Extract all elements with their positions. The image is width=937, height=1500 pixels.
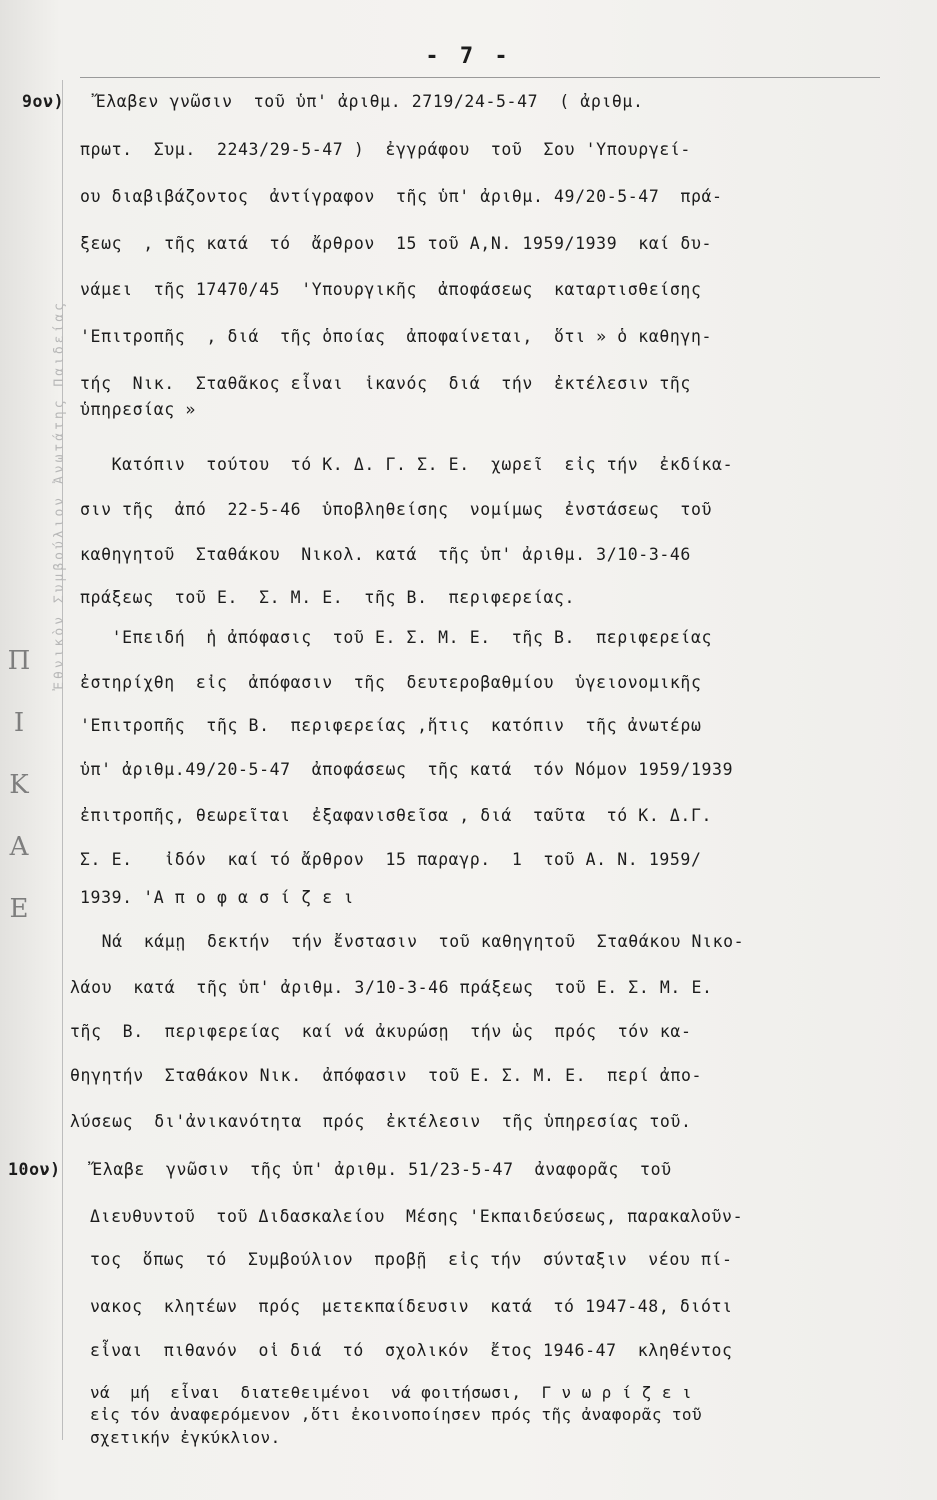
text-line: [80, 673, 702, 693]
line-text: καθηγητοῦ Σταθάκου Νικολ. κατά τῆς ὑπ' ἀριθμ. 3/10-3-46: [80, 545, 691, 564]
line-text: Διευθυντοῦ τοῦ Διδασκαλείου Μέσης 'Εκπαιδεύσεως, παρακαλοῦν-: [90, 1207, 744, 1226]
line-text: ου διαβιβάζοντος ἀντίγραφον τῆς ὑπ' ἀριθμ. 49/20-5-47 πρά-: [80, 187, 723, 206]
text-line: [80, 500, 712, 520]
text-line: [70, 978, 713, 998]
text-line: [8, 1160, 672, 1180]
text-line: [80, 888, 354, 908]
line-text: εἰς τόν ἀναφερόμενον ,ὅτι ἐκοινοποίησεν πρός τῆς ἀναφορᾶς τοῦ: [90, 1405, 703, 1424]
line-text: Κατόπιν τούτου τό Κ. Δ. Γ. Σ. Ε. χωρεῖ εἰς τήν ἐκδίκα-: [80, 455, 734, 474]
line-text: εἶναι πιθανόν οἱ διά τό σχολικόν ἔτος 1946-47 κληθέντος: [90, 1341, 733, 1360]
text-line: [90, 1383, 692, 1403]
line-text: σχετικήν ἐγκύκλιον.: [90, 1428, 281, 1447]
text-line: [80, 140, 691, 160]
line-text: λύσεως δι'ἀνικανότητα πρός ἐκτέλεσιν τῆς ὑπηρεσίας τοῦ.: [70, 1112, 692, 1131]
text-line: [80, 187, 723, 207]
text-line: [70, 1112, 692, 1132]
text-line: [80, 400, 196, 420]
line-text: πρωτ. Συμ. 2243/29-5-47 ) ἐγγράφου τοῦ Σου 'Υπουργεί-: [80, 140, 691, 159]
text-line: [90, 1341, 733, 1361]
text-line: [70, 1066, 702, 1086]
line-text: ἐστηρίχθη εἰς ἀπόφασιν τῆς δευτεροβαθμίου ὑγειονομικῆς: [80, 673, 702, 692]
line-text: λάου κατά τῆς ὑπ' ἀριθμ. 3/10-3-46 πράξεως τοῦ Ε. Σ. Μ. Ε.: [70, 978, 713, 997]
line-text: 'Επιτροπῆς τῆς Β. περιφερείας ,ἥτις κατόπιν τῆς ἀνωτέρω: [80, 716, 702, 735]
line-text: Ἔλαβε γνῶσιν τῆς ὑπ' ἀριθμ. 51/23-5-47 ἀναφορᾶς τοῦ: [60, 1160, 672, 1179]
line-text: νά μή εἶναι διατεθειμένοι νά φοιτήσωσι, Γ ν ω ρ ί ζ ε ι: [90, 1383, 692, 1402]
side-letter: Π: [7, 646, 31, 676]
line-text: σιν τῆς ἀπό 22-5-46 ὑποβληθείσης νομίμως ἐνστάσεως τοῦ: [80, 500, 713, 519]
text-line: [22, 92, 644, 112]
side-letter: Κ: [9, 770, 29, 800]
item-number: 10ον): [8, 1160, 61, 1179]
side-letter: Ε: [9, 894, 29, 924]
header-rule: [80, 77, 880, 78]
text-line: [80, 760, 733, 780]
text-line: [80, 280, 702, 300]
text-line: [80, 850, 702, 870]
line-text: νακος κλητέων πρός μετεκπαίδευσιν κατά τό 1947-48, διότι: [90, 1297, 733, 1316]
line-text: τῆς Β. περιφερείας καί νά ἀκυρώσῃ τήν ὡς πρός τόν κα-: [70, 1022, 692, 1041]
text-line: [80, 806, 712, 826]
line-text: ὑπ' ἀριθμ.49/20-5-47 ἀποφάσεως τῆς κατά τόν Νόμον 1959/1939: [80, 760, 734, 779]
line-text: ἐπιτροπῆς, θεωρεῖται ἐξαφανισθεῖσα , διά ταῦτα τό Κ. Δ.Γ.: [80, 806, 713, 825]
text-line: [80, 374, 691, 394]
text-line: [90, 1207, 743, 1227]
text-line: [80, 628, 712, 648]
text-line: [70, 932, 744, 952]
text-line: [80, 716, 702, 736]
line-text: Νά κάμῃ δεκτήν τήν ἔνστασιν τοῦ καθηγητοῦ Σταθάκου Νικο-: [70, 932, 745, 951]
line-text: Σ. Ε. ἰδόν καί τό ἄρθρον 15 παραγρ. 1 τοῦ Α. Ν. 1959/: [80, 850, 702, 869]
text-line: [80, 327, 712, 347]
line-text: 'Επειδή ἡ ἀπόφασις τοῦ Ε. Σ. Μ. Ε. τῆς Β. περιφερείας: [80, 628, 713, 647]
line-text: ξεως , τῆς κατά τό ἄρθρον 15 τοῦ Α,Ν. 1959/1939 καί δυ-: [80, 234, 713, 253]
side-letter: Ι: [13, 708, 25, 738]
line-text: τος ὅπως τό Συμβούλιον προβῇ εἰς τήν σύνταξιν νέου πί-: [90, 1250, 733, 1269]
text-line: [90, 1250, 733, 1270]
text-line: [90, 1297, 733, 1317]
margin-line: [62, 80, 63, 1440]
item-number: 9ον): [22, 92, 65, 111]
side-stamp-letters: [4, 630, 34, 940]
line-text: 1939. 'Α π ο φ α σ ί ζ ε ι: [80, 888, 354, 907]
side-letter: Α: [9, 832, 29, 862]
text-line: [80, 234, 712, 254]
text-line: [80, 588, 575, 608]
text-line: [90, 1405, 702, 1425]
line-text: νάμει τῆς 17470/45 'Υπουργικῆς ἀποφάσεως καταρτισθείσης: [80, 280, 702, 299]
text-line: [80, 545, 691, 565]
line-text: ὑπηρεσίας »: [80, 400, 196, 419]
text-line: [70, 1022, 692, 1042]
line-text: 'Επιτροπῆς , διά τῆς ὁποίας ἀποφαίνεται, ὅτι » ὁ καθηγη-: [80, 327, 713, 346]
line-text: πράξεως τοῦ Ε. Σ. Μ. Ε. τῆς Β. περιφερείας.: [80, 588, 576, 607]
line-text: τής Νικ. Σταθᾶκος εἶναι ἱκανός διά τήν ἐκτέλεσιν τῆς: [80, 374, 691, 393]
text-line: [90, 1428, 281, 1448]
line-text: θηγητήν Σταθάκον Νικ. ἀπόφασιν τοῦ Ε. Σ. Μ. Ε. περί ἀπο-: [70, 1066, 703, 1085]
margin-watermark-text: Ἐθνικὸν Συμβούλιον Ἀνωτάτης Παιδείας: [52, 300, 67, 690]
text-line: [80, 455, 733, 475]
page-number-header: - 7 -: [425, 44, 512, 69]
line-text: Ἔλαβεν γνῶσιν τοῦ ὑπ' ἀριθμ. 2719/24-5-47 ( ἀριθμ.: [64, 92, 644, 111]
